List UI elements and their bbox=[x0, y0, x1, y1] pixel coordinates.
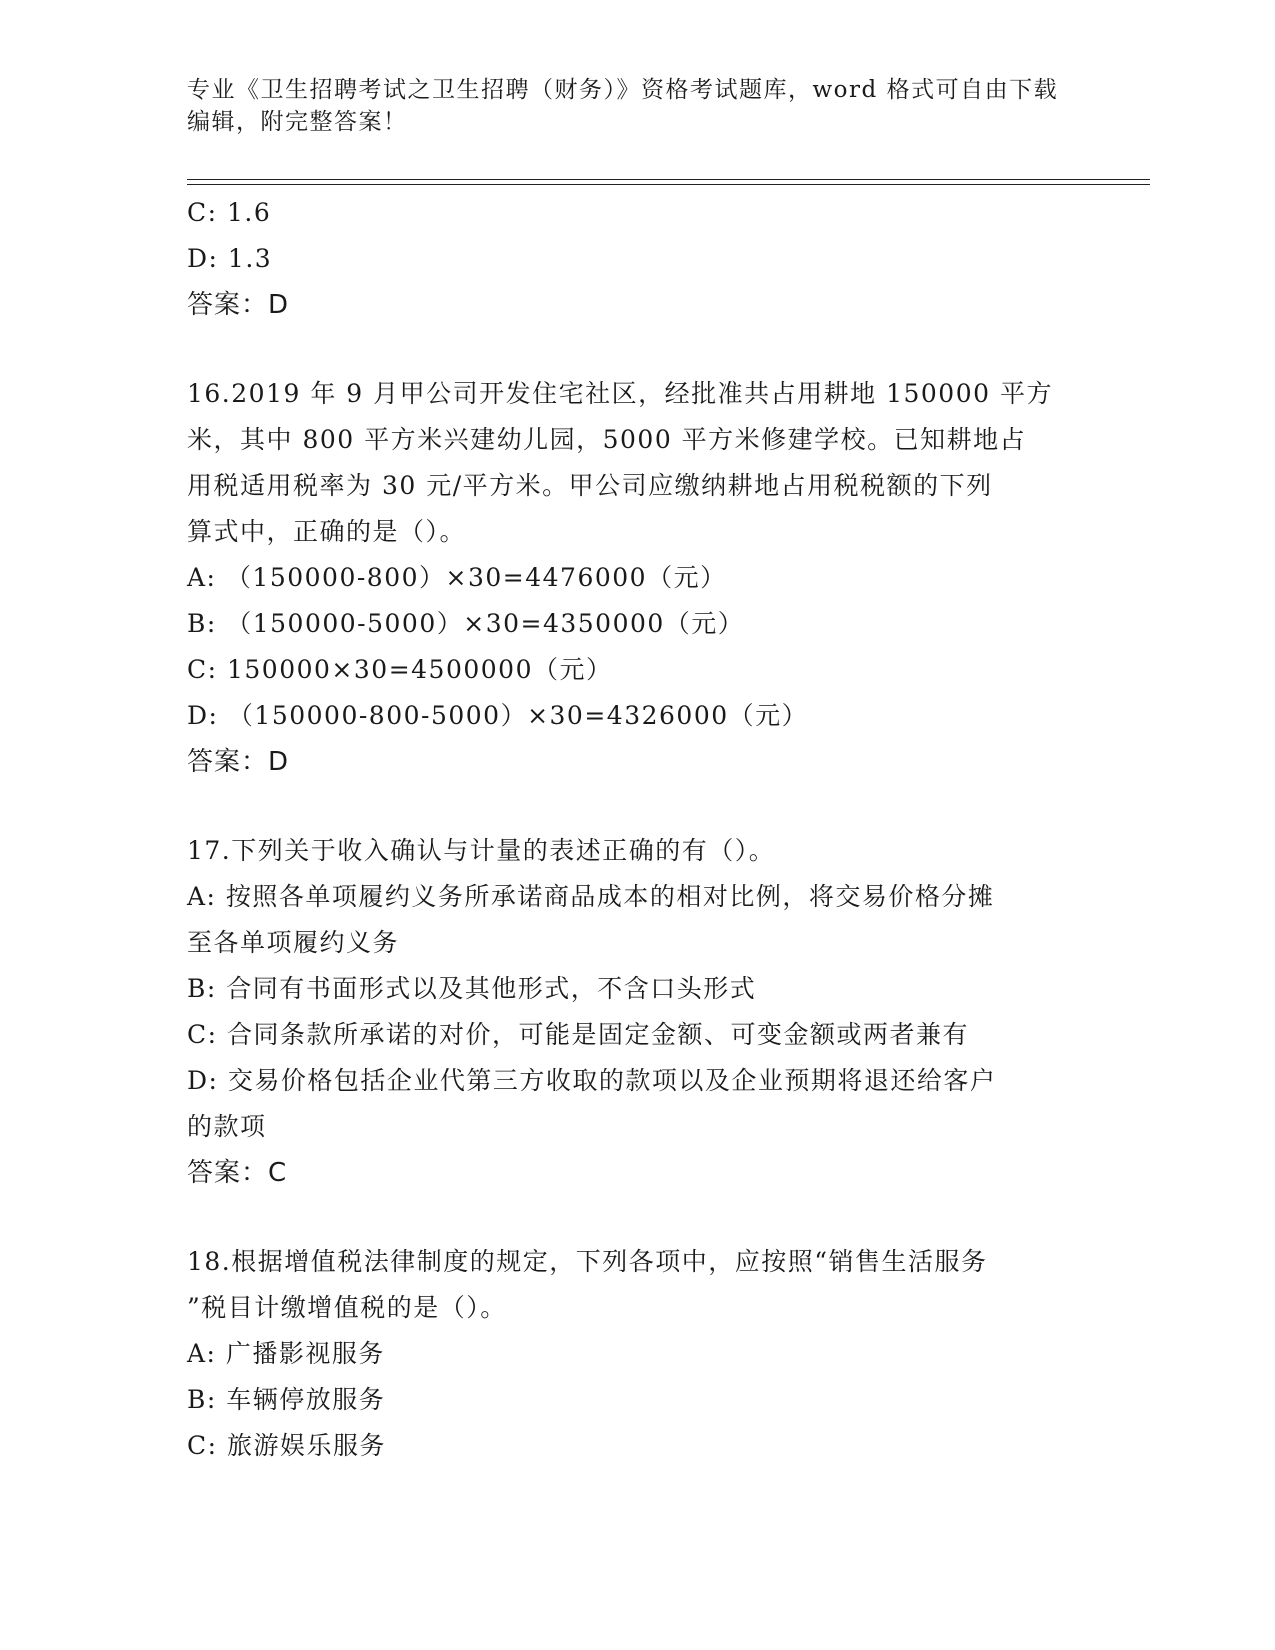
answer-line: 答案：D bbox=[187, 290, 290, 320]
header-line-2: 编辑，附完整答案！ bbox=[187, 109, 408, 135]
question-stem-line: 18.根据增值税法律制度的规定，下列各项中，应按照“销售生活服务 bbox=[187, 1247, 988, 1276]
option-c: C: 150000×30=4500000（元） bbox=[187, 655, 613, 684]
question-stem-line: 用税适用税率为 30 元/平方米。甲公司应缴纳耕地占用税税额的下列 bbox=[187, 471, 993, 500]
question-16 bbox=[187, 371, 1087, 785]
question-18 bbox=[187, 1239, 1087, 1469]
option-a: A: 广播影视服务 bbox=[187, 1339, 385, 1368]
option-b: B: （150000-5000）×30=4350000（元） bbox=[187, 609, 745, 638]
header-line-1: 专业《卫生招聘考试之卫生招聘（财务）》资格考试题库，word 格式可自由下载 bbox=[187, 77, 1059, 103]
option-a: A: 按照各单项履约义务所承诺商品成本的相对比例，将交易价格分摊 bbox=[187, 882, 995, 911]
document-header bbox=[187, 74, 1087, 138]
option-c: C: 旅游娱乐服务 bbox=[187, 1431, 386, 1460]
option-d: D: （150000-800-5000）×30=4326000（元） bbox=[187, 701, 809, 730]
question-stem-line: 算式中，正确的是（）。 bbox=[187, 517, 467, 546]
option-b: B: 车辆停放服务 bbox=[187, 1385, 386, 1414]
option-d: D: 交易价格包括企业代第三方收取的款项以及企业预期将退还给客户 bbox=[187, 1066, 997, 1095]
question-stem-line: 16.2019 年 9 月甲公司开发住宅社区，经批准共占用耕地 150000 平方 bbox=[187, 379, 1053, 408]
question-17 bbox=[187, 828, 1087, 1196]
answer-line: 答案：D bbox=[187, 747, 290, 777]
question-stem: 17.下列关于收入确认与计量的表述正确的有（）。 bbox=[187, 836, 776, 865]
header-divider-bottom bbox=[187, 184, 1150, 185]
question-15-tail bbox=[187, 190, 1087, 328]
question-stem-line: 米，其中 800 平方米兴建幼儿园，5000 平方米修建学校。已知耕地占 bbox=[187, 425, 1027, 454]
question-stem-line: ”税目计缴增值税的是（）。 bbox=[187, 1293, 507, 1322]
option-a-continued: 至各单项履约义务 bbox=[187, 928, 400, 957]
answer-line: 答案：C bbox=[187, 1158, 288, 1188]
option-d: D: 1.3 bbox=[187, 244, 273, 273]
option-a: A: （150000-800）×30=4476000（元） bbox=[187, 563, 727, 592]
question-list bbox=[187, 190, 1087, 1469]
option-b: B: 合同有书面形式以及其他形式，不含口头形式 bbox=[187, 974, 757, 1003]
option-c: C: 1.6 bbox=[187, 198, 272, 227]
header-divider-top bbox=[187, 179, 1150, 180]
option-c: C: 合同条款所承诺的对价，可能是固定金额、可变金额或两者兼有 bbox=[187, 1020, 970, 1049]
option-d-continued: 的款项 bbox=[187, 1112, 267, 1141]
